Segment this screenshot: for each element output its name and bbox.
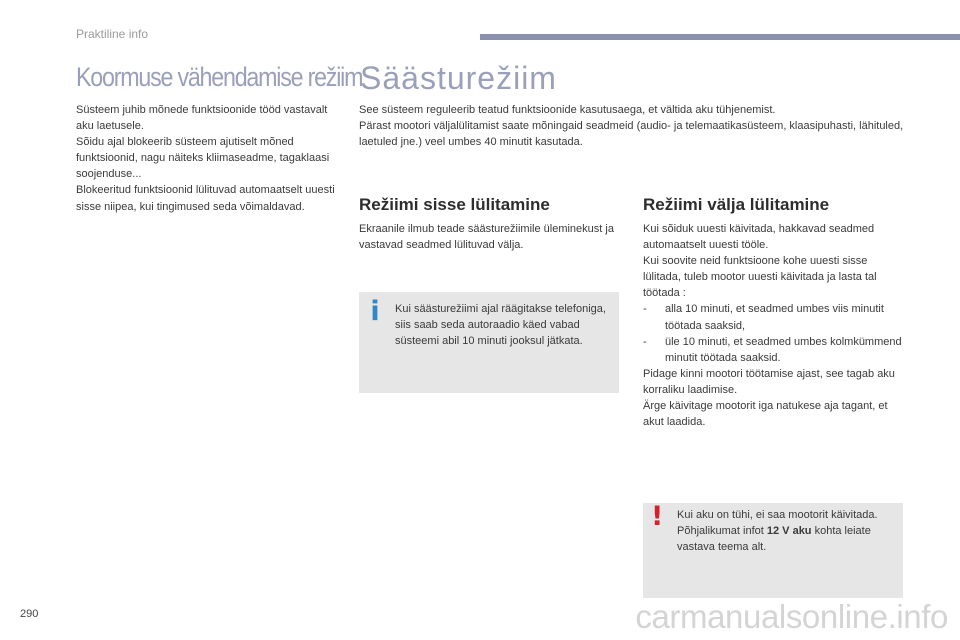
page-number: 290 <box>20 608 39 620</box>
intro-paragraph: See süsteem reguleerib teatud funktsioonide kasutusaega, et vältida aku tühjenemist. <box>359 104 776 116</box>
exit-paragraph: Kui sõiduk uuesti käivitada, hakkavad seadmed automaatselt uuesti tööle. <box>643 223 875 252</box>
watermark: carmanualsonline.info <box>635 598 948 635</box>
side-title: Koormuse vähendamise režiim <box>76 62 363 92</box>
side-paragraph: Süsteem juhib mõnede funktsioonide tööd vastavalt aku laetusele. <box>76 104 328 133</box>
page-title: Säästurežiim <box>360 60 557 96</box>
list-dash: - <box>643 303 647 316</box>
list-item-text: üle 10 minuti, et seadmed umbes kolmkümmend minutit töötada saaksid. <box>665 335 902 364</box>
list-item-text: alla 10 minuti, et seadmed umbes viis minutit töötada saaksid, <box>665 303 884 332</box>
intro-paragraph: Pärast mootori väljalülitamist saate mõningaid seadmeid (audio- ja telemaatikasüsteem, klaasipuhasti, lähituled, laetuled jne.) veel umbes 40 minutit kasutada. <box>359 120 904 149</box>
warning-icon: ! <box>651 501 664 532</box>
exit-paragraph: Ärge käivitage mootorit iga natukese aja tagant, et akut laadida. <box>643 400 888 429</box>
side-text <box>76 102 341 215</box>
enter-mode-heading: Režiimi sisse lülitamine <box>359 195 550 214</box>
warning-text-pre: Põhjalikumat infot <box>677 525 767 538</box>
section-label: Praktiline info <box>76 27 149 41</box>
side-paragraph: Blokeeritud funktsioonid lülituvad automaatselt uuesti sisse niipea, kui tingimused seda võimaldavad. <box>76 184 335 213</box>
intro-text <box>359 102 919 150</box>
warning-text-bold: 12 V aku <box>766 525 812 538</box>
warning-text-post: kohta leiate vastava teema alt. <box>677 525 871 554</box>
header-bar <box>480 34 960 40</box>
list-item <box>643 334 908 366</box>
warning-line: Kui aku on tühi, ei saa mootorit käivitada. <box>677 509 878 521</box>
enter-mode-text: Ekraanile ilmub teade säästurežiimile üleminekust ja vastavad seadmed lülituvad välja. <box>359 223 614 252</box>
exit-paragraph: Pidage kinni mootori töötamise ajast, see tagab aku korraliku laadimise. <box>643 367 895 396</box>
exit-mode-heading: Režiimi välja lülitamine <box>643 195 830 214</box>
info-note-text: Kui säästurežiimi ajal räägitakse telefoniga, siis saab seda autoraadio käed vabad süsteemi abil 10 minuti jooksul jätkata. <box>395 303 606 348</box>
list-dash: - <box>643 335 647 348</box>
info-icon: i <box>370 296 380 327</box>
warning-note-text <box>677 507 899 555</box>
side-paragraph: Sõidu ajal blokeerib süsteem ajutiselt mõned funktsioonid, nagu näiteks kliimaseadme, tagaklaasi soojenduse... <box>76 136 330 181</box>
exit-mode-text <box>643 221 908 430</box>
exit-paragraph: Kui soovite neid funktsioone kohe uuesti sisse lülitada, tuleb mootor uuesti käivitada ja lasta tal töötada : <box>643 255 877 300</box>
list-item <box>643 301 908 333</box>
warning-line <box>677 523 899 555</box>
